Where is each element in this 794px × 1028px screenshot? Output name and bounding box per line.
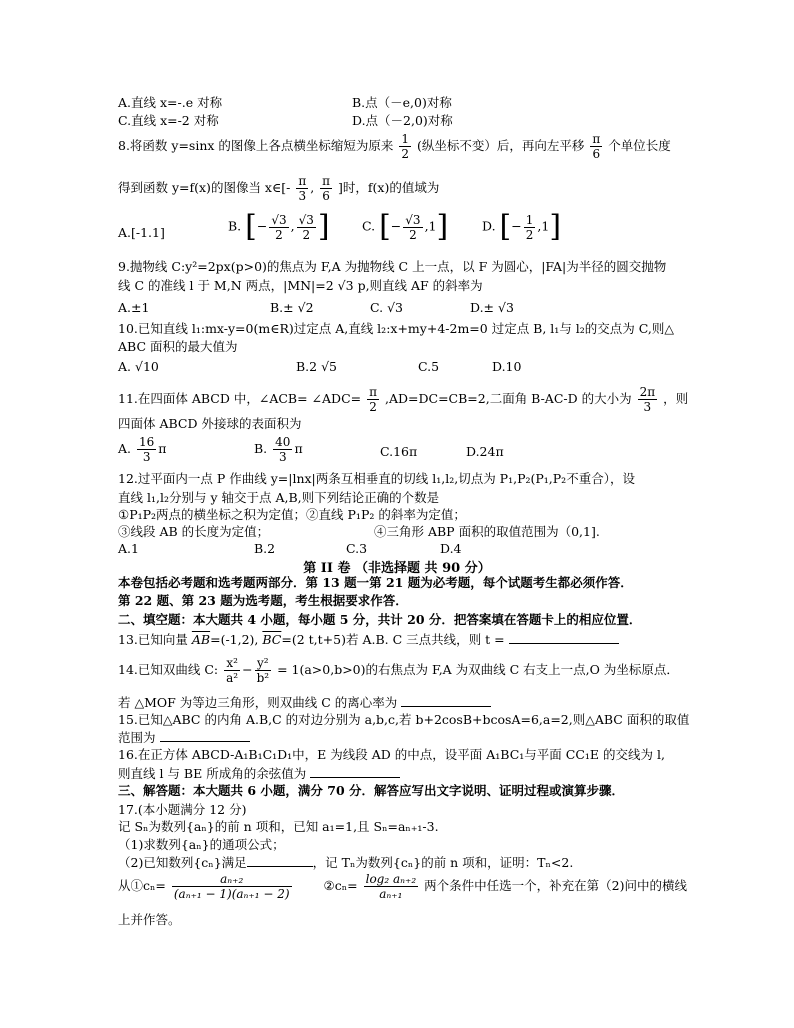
answer-blank-16[interactable] [310,765,400,778]
q10-line-1: 10.已知直线 l₁:mx-y=0(m∈R)过定点 A,直线 l₂:x+my+4-2m=0 过定点 B, l₁与 l₂的交点为 C,则△ [118,321,674,336]
section-3-heading: 三、解答题：本大题共 6 小题，满分 70 分．解答应写出文字说明、证明过程或演算步骤． [118,783,625,798]
q11-option-c: C.16π [380,444,418,459]
q11-line-1: 11.在四面体 ABCD 中，∠ACB= ∠ADC= $\frac{\pi}{2}$ ,AD=DC=CB=2,二面角 B-AC-D 的大小为 $\frac{2\pi}{3}$ ，则 [118,385,689,414]
q17-heading: 17.(本小题满分 12 分) [118,802,247,817]
q14-line-1: 14.已知双曲线 C: $\frac{\text{x²}}{\text{a²}}$ − $\frac{\text{y²}}{\text{b²}}$ = 1(a>0,b>0)的右焦点为 F,A 为双曲线 C 右支上一点,O 为坐标原点． [118,656,679,685]
condition-2-fraction: $\frac{\text{log₂ aₙ₊₂}}{\text{aₙ₊₁}}$ [365,872,417,901]
q8-line-1: 8.将函数 y=sinx 的图像上各点横坐标缩短为原来 $\frac{1}{2}$ (纵坐标不变）后，再向左平移 $\frac{\pi}{6}$ 个单位长度 [118,132,671,161]
answer-blank-13[interactable] [509,631,619,644]
q8-option-a: A.[-1.1] [118,225,165,240]
q7-option-d: D.点（－2,0)对称 [352,113,453,128]
q11-option-b: B. $\frac{40}{3}$ π [254,435,303,464]
q9-option-a: A.±1 [118,300,150,315]
fraction-pi-sixth-2: $\frac{\pi}{6}$ [322,174,331,203]
fraction-pi-third: $\frac{\pi}{3}$ [298,174,307,203]
q12-line-1: 12.过平面内一点 P 作曲线 y=|lnx|两条互相垂直的切线 l₁,l₂,切点为 P₁,P₂(P₁,P₂不重合），设 [118,471,635,486]
vector-bc: $\overline{BC}$ [262,632,282,647]
q10-option-d: D.10 [492,359,522,374]
fraction-two-pi-third: $\frac{2\pi}{3}$ [639,385,656,414]
q15-line-2: 范围为 [118,729,250,746]
q10-line-2: ABC 面积的最大值为 [118,339,238,354]
q13-line: 13.已知向量 $\overline{AB}=(-1,2)$, $\overline{BC}=(2$ t,t+5)若 A.B. C 三点共线，则 t = [118,631,619,648]
q17-part-1: （1)求数列{aₙ}的通项公式； [118,837,285,852]
q16-line-2: 则直线 l 与 BE 所成角的余弦值为 [118,765,400,782]
q9-line-2: 线 C 的准线 l 于 M,N 两点，|MN|=2 √3 p,则直线 AF 的斜率为 [118,278,483,293]
q10-option-a: A. √10 [118,359,159,374]
q12-line-2: 直线 l₁,l₂分别与 y 轴交于点 A,B,则下列结论正确的个数是 [118,490,440,505]
q12-option-d: D.4 [440,541,462,556]
part-2-title: 第 II 卷 （非选择题 共 90 分） [303,561,491,576]
q17-conditions: 从①cₙ= $\frac{\text{aₙ₊₂}}{\text{(aₙ₊₁ − 1)(aₙ₊₁ − 2)}}$ ②cₙ= $\frac{\text{log₂ aₙ₊₂}}{\text{aₙ₊₁}}$ 两个条件中任选一个，补充在第（2)问中的横线 [118,872,687,901]
q7-option-c: C.直线 x=-2 对称 [118,113,219,128]
q11-option-a: A. $\frac{16}{3}$ π [118,435,167,464]
q17-line-1: 记 Sₙ为数列{aₙ}的前 n 项和，已知 a₁=1,且 Sₙ=aₙ₊₁-3. [118,819,439,834]
fraction-pi-sixth: $\frac{\pi}{6}$ [592,132,601,161]
q11-option-d: D.24π [466,444,504,459]
vector-ab: $\overline{AB}$ [191,632,211,647]
condition-1-fraction: $\frac{\text{aₙ₊₂}}{\text{(aₙ₊₁ − 1)(aₙ₊₁ − 2)}}$ [173,872,290,901]
q8-option-b: B. [− $\frac{√3}{2}$ , $\frac{√3}{2}$ ] [228,209,330,244]
part-2-intro-1: 本卷包括必考题和选考题两部分．第 13 题一第 21 题为必考题，每个试题考生都必须作答． [118,575,633,590]
q14-line-2: 若 △MOF 为等边三角形，则双曲线 C 的离心率为 [118,694,491,711]
q11-line-2: 四面体 ABCD 外接球的表面积为 [118,416,302,431]
q12-option-c: C.3 [346,541,368,556]
q12-line-4a: ③线段 AB 的长度为定值； [118,524,270,539]
q8-option-c: C. [− $\frac{√3}{2}$ ,1] [362,209,449,244]
section-2-heading: 二、填空题：本大题共 4 小题，每小题 5 分，共计 20 分．把答案填在答题卡上的相应位置． [118,612,642,627]
q7-option-b: B.点（－e,0)对称 [352,95,452,110]
q9-option-c: C. √3 [370,300,403,315]
answer-blank-14[interactable] [401,694,491,707]
q9-option-b: B.± √2 [270,300,314,315]
q12-option-a: A.1 [118,541,139,556]
q7-option-a: A.直线 x=-.e 对称 [118,95,223,110]
part-2-intro-2: 第 22 题、第 23 题为选考题，考生根据要求作答． [118,593,408,608]
q10-option-c: C.5 [418,359,440,374]
q9-option-d: D.± √3 [470,300,514,315]
q8-line-2: 得到函数 y=f(x)的图像当 x∈[- $\frac{\pi}{3}$ , $\frac{\pi}{6}$ ]时，f(x)的值域为 [118,174,440,203]
q12-option-b: B.2 [254,541,276,556]
q15-line-1: 15.已知△ABC 的内角 A.B,C 的对边分别为 a,b,c,若 b+2cosB+bcosA=6,a=2,则△ABC 面积的取值 [118,712,690,727]
q9-line-1: 9.抛物线 C:y²=2px(p>0)的焦点为 F,A 为抛物线 C 上一点，以 F 为圆心，|FA|为半径的圆交抛物 [118,259,667,274]
q17-part-2: （2)已知数列{cₙ}满足 ，记 Tₙ为数列{cₙ}的前 n 项和，证明：Tₙ<2. [118,855,574,870]
q16-line-1: 16.在正方体 ABCD-A₁B₁C₁D₁中，E 为线段 AD 的中点，设平面 A₁BC₁与平面 CC₁E 的交线为 l, [118,747,665,762]
q12-line-3: ①P₁P₂两点的横坐标之积为定值；②直线 P₁P₂ 的斜率为定值； [118,507,466,522]
q17-last-line: 上并作答。 [118,912,181,927]
fraction-pi-half: $\frac{\pi}{2}$ [369,385,377,414]
answer-blank-17[interactable] [247,854,313,867]
fraction-one-half: $\frac{1}{2}$ [401,132,410,161]
q10-option-b: B.2 √5 [296,359,338,374]
q12-line-4b: ④三角形 ABP 面积的取值范围为（0,1]. [374,524,600,539]
q8-option-d: D. [− $\frac{1}{2}$ ,1] [482,209,562,244]
answer-blank-15[interactable] [160,729,250,742]
